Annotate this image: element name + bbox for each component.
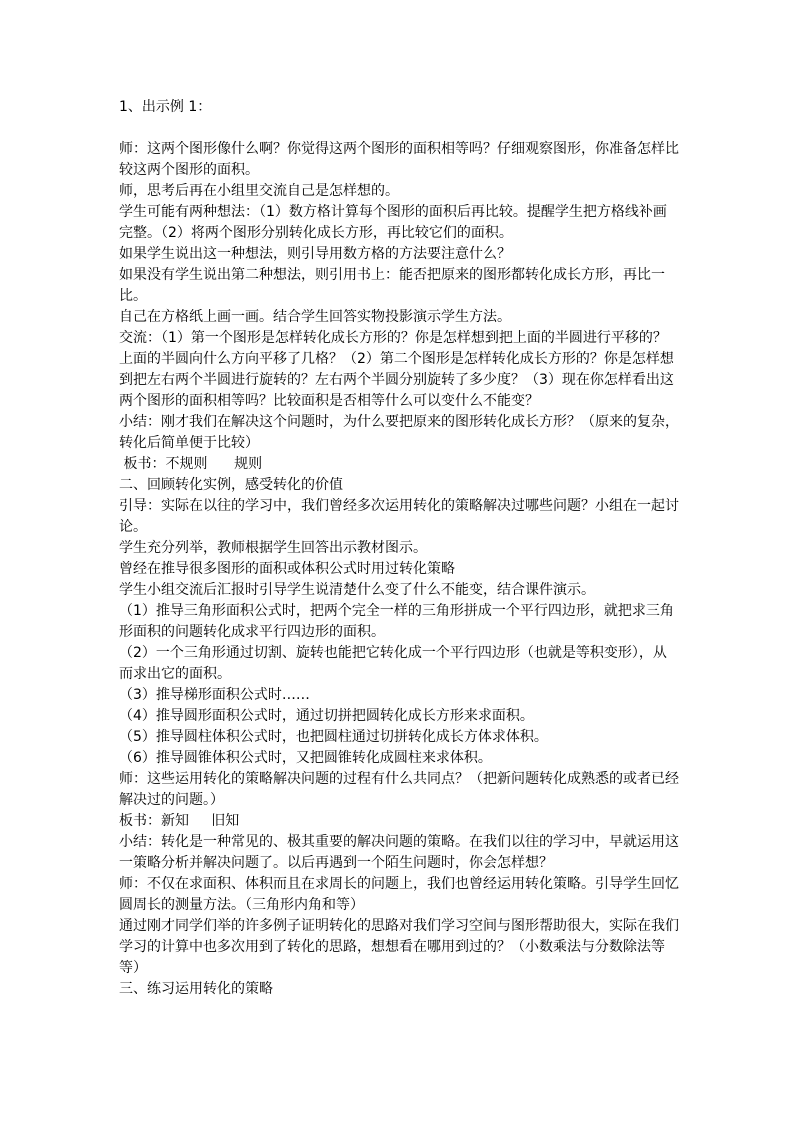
blank-line <box>119 118 679 139</box>
paragraph-formula-strategy: 曾经在推导很多图形的面积或体积公式时用过转化策略 <box>119 561 455 577</box>
section-heading-3: 三、练习运用转化的策略 <box>119 981 273 997</box>
paragraph-two-ideas: 学生可能有两种想法：（1）数方格计算每个图形的面积后再比较。提醒学生把方格线补画完整。（2）将两个图形分别转化成长方形，再比较它们的面积。 <box>119 204 667 241</box>
paragraph-second-idea: 如果没有学生说出第二种想法，则引用书上：能否把原来的图形都转化成长方形，再比一比。 <box>119 267 665 304</box>
paragraph-exchange: 交流：（1）第一个图形是怎样转化成长方形的？你是怎样想到把上面的半圆进行平移的？上面的半圆向什么方向平移了几格？（2）第二个图形是怎样转化成长方形的？你是怎样想到把左右两个半圆进行旋转的？左右两个半圆分别旋转了多少度？（3）现在你怎样看出这两个图形的面积相等吗？比较面积是否相等什么可以变什么不能变？ <box>119 330 674 409</box>
paragraph-perimeter: 师：不仅在求面积、体积而且在求周长的问题上，我们也曾经运用转化策略。引导学生回忆圆周长的测量方法。（三角形内角和等） <box>119 876 679 913</box>
paragraph-examples: 通过刚才同学们举的许多例子证明转化的思路对我们学习空间与图形帮助很大，实际在我们学习的计算中也多次用到了转化的思路，想想看在哪用到过的？（小数乘法与分数除法等等） <box>119 918 679 976</box>
list-item-1: （1）推导三角形面积公式时，把两个完全一样的三角形拼成一个平行四边形，就把求三角形面积的问题转化成求平行四边形的面积。 <box>119 603 674 640</box>
paragraph-group-discussion: 师，思考后再在小组里交流自己是怎样想的。 <box>119 183 399 199</box>
section-heading-2: 二、回顾转化实例，感受转化的价值 <box>119 477 343 493</box>
list-item-5: （5）推导圆柱体积公式时，也把圆柱通过切拼转化成长方体求体积。 <box>119 729 548 745</box>
paragraph-draw-on-grid: 自己在方格纸上画一画。结合学生回答实物投影演示学生方法。 <box>119 309 511 325</box>
paragraph-teacher-question: 师：这两个图形像什么啊？你觉得这两个图形的面积相等吗？仔细观察图形，你准备怎样比较这两个图形的面积。 <box>119 141 679 178</box>
list-item-2: （2）一个三角形通过切割、旋转也能把它转化成一个平行四边形（也就是等积变形），从而求出它的面积。 <box>119 645 667 682</box>
paragraph-board-2: 板书：新知 旧知 <box>119 813 240 829</box>
document-body <box>119 97 679 1000</box>
paragraph-guide: 引导：实际在以往的学习中，我们曾经多次运用转化的策略解决过哪些问题？小组在一起讨论。 <box>119 498 679 535</box>
paragraph-count-squares: 如果学生说出这一种想法，则引导用数方格的方法要注意什么？ <box>119 246 511 262</box>
paragraph-students-list: 学生充分列举，教师根据学生回答出示教材图示。 <box>119 540 427 556</box>
list-item-4: （4）推导圆形面积公式时，通过切拼把圆转化成长方形来求面积。 <box>119 708 534 724</box>
section-heading: 1、出示例 1： <box>119 99 212 115</box>
paragraph-summary-1: 小结：刚才我们在解决这个问题时，为什么要把原来的图形转化成长方形？（原来的复杂，转化后简单便于比较） <box>119 414 679 451</box>
paragraph-summary-2: 小结：转化是一种常见的、极其重要的解决问题的策略。在我们以往的学习中，早就运用这一策略分析并解决问题了。以后再遇到一个陌生问题时，你会怎样想？ <box>119 834 679 871</box>
list-item-6: （6）推导圆锥体积公式时，又把圆锥转化成圆柱来求体积。 <box>119 750 492 766</box>
list-item-3: （3）推导梯形面积公式时…… <box>119 687 310 703</box>
paragraph-board-1: 板书：不规则 规则 <box>119 456 263 472</box>
paragraph-group-report: 学生小组交流后汇报时引导学生说清楚什么变了什么不能变，结合课件演示。 <box>119 582 595 598</box>
paragraph-common-point: 师：这些运用转化的策略解决问题的过程有什么共同点？（把新问题转化成熟悉的或者已经解决过的问题。） <box>119 771 679 808</box>
